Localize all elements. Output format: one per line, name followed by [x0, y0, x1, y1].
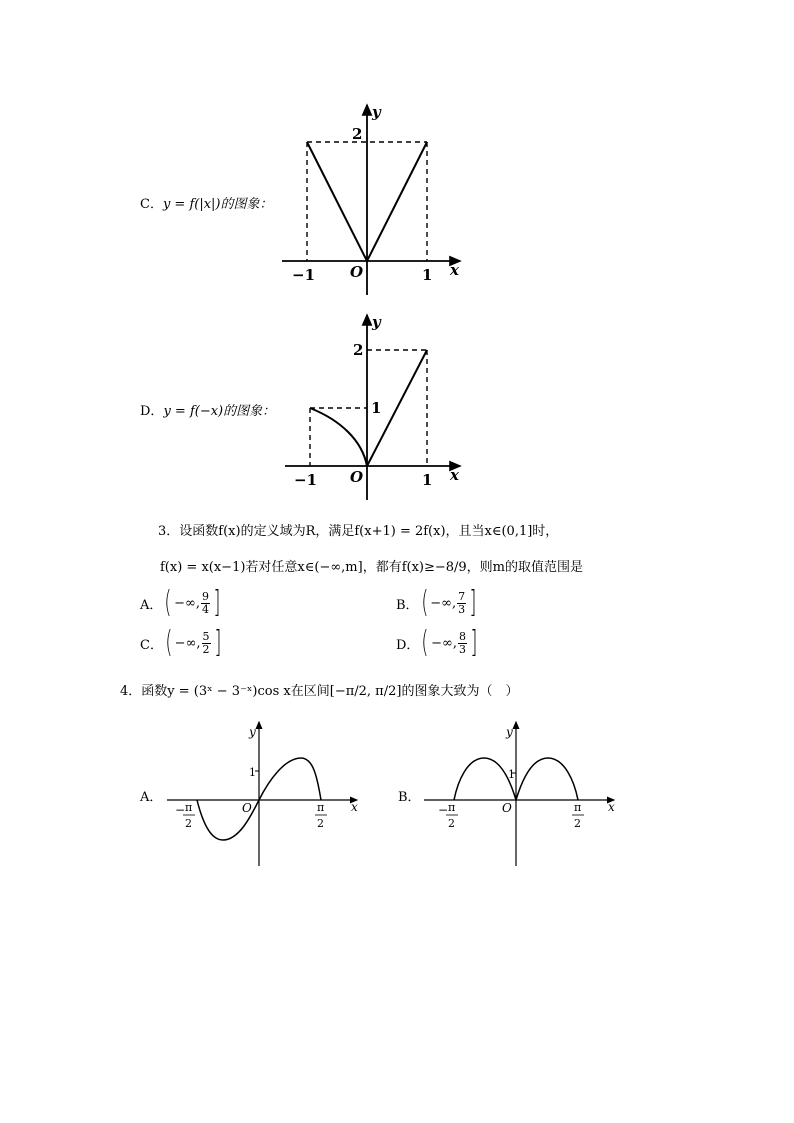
minus-sign: − — [175, 803, 186, 817]
origin-label: O — [242, 801, 252, 815]
x-axis-label: x — [608, 800, 615, 814]
graph-c-caption — [140, 193, 273, 212]
numerator: 8 — [459, 629, 467, 643]
q4-text: 函数y = (3ˣ − 3⁻ˣ)cos x在区间[−π/2, π/2]的图象大致为（ ） — [141, 684, 519, 699]
left-paren: ( — [165, 625, 173, 660]
pi-den: 2 — [317, 817, 324, 830]
q3-line2 — [160, 556, 583, 575]
neg-pi-num: π — [448, 801, 456, 814]
right-bracket: ] — [213, 585, 221, 620]
option-label: B． — [396, 597, 419, 613]
graph-d-left-curve — [310, 408, 367, 466]
option-label: C． — [140, 637, 163, 653]
left-paren: ( — [164, 585, 172, 620]
y-axis-label: y — [249, 725, 256, 739]
neg-pi-den: 2 — [185, 817, 192, 830]
numerator: 5 — [202, 629, 210, 643]
q3-option-a[interactable] — [140, 585, 223, 620]
pi-num: π — [574, 801, 582, 814]
tick-two: 2 — [352, 125, 363, 143]
fraction — [458, 631, 467, 656]
denominator: 3 — [459, 642, 467, 656]
neg-pi-num: π — [185, 801, 193, 814]
graph-4b-label: B． — [398, 790, 421, 805]
tick-one-label: 1 — [508, 768, 515, 781]
q3-number: 3． — [158, 524, 180, 539]
x-axis-label: x — [450, 466, 459, 484]
option-prefix: −∞, — [431, 635, 458, 651]
q3-text-2: f(x) = x(x−1)若对任意x∈(−∞,m]，都有f(x)≥−8/9，则m的取值范围是 — [160, 560, 584, 575]
origin-label: O — [350, 263, 364, 281]
graph-d-caption — [140, 400, 275, 419]
tick-minus-one: −1 — [294, 471, 318, 489]
tick-one: 1 — [422, 471, 433, 489]
graph-c — [270, 95, 470, 305]
option-label: A． — [140, 597, 163, 613]
option-prefix: −∞, — [174, 635, 201, 651]
denominator: 4 — [201, 602, 209, 616]
pi-num: π — [317, 801, 325, 814]
numerator: 7 — [458, 589, 466, 603]
q3-line1 — [158, 520, 558, 539]
origin-label: O — [350, 468, 364, 486]
y-axis-label: y — [372, 103, 381, 121]
tick-minus-one: −1 — [292, 266, 316, 284]
tick-one: 1 — [422, 266, 433, 284]
tick-two: 2 — [353, 341, 364, 359]
graph-4b — [422, 718, 622, 868]
fraction — [202, 631, 211, 656]
pi-den: 2 — [574, 817, 581, 830]
q3-option-d[interactable] — [396, 625, 480, 660]
q3-option-b[interactable] — [396, 585, 479, 620]
origin-label: O — [502, 801, 512, 815]
graph-d-expr: y = f(−x)的图象： — [163, 404, 276, 419]
denominator: 3 — [458, 602, 466, 616]
y-axis-label: y — [506, 725, 513, 739]
right-bracket: ] — [469, 585, 477, 620]
fraction — [457, 591, 466, 616]
graph-4a — [165, 718, 365, 868]
right-bracket: ] — [470, 625, 478, 660]
q4-number: 4． — [120, 684, 142, 699]
q3-text-1: 设函数f(x)的定义域为R，满足f(x+1) = 2f(x)，且当x∈(0,1]时， — [179, 524, 559, 539]
neg-pi-den: 2 — [448, 817, 455, 830]
option-prefix: −∞, — [174, 595, 200, 611]
denominator: 2 — [202, 642, 210, 656]
tick-one-label: 1 — [249, 766, 256, 779]
graph-d — [270, 305, 470, 505]
fraction — [201, 591, 210, 616]
left-paren: ( — [421, 625, 429, 660]
graph-d-label: D． — [140, 404, 164, 419]
minus-sign: − — [438, 803, 449, 817]
graph-4a-label: A． — [140, 790, 163, 805]
numerator: 9 — [201, 589, 209, 603]
q4-line — [120, 680, 518, 699]
y-axis-label: y — [372, 313, 381, 331]
graph-c-label: C． — [140, 197, 163, 212]
option-label: D． — [396, 637, 420, 653]
option-prefix: −∞, — [430, 595, 457, 611]
left-paren: ( — [420, 585, 428, 620]
tick-one-y: 1 — [371, 399, 382, 417]
right-bracket: ] — [213, 625, 221, 660]
q3-option-c[interactable] — [140, 625, 223, 660]
x-axis-label: x — [351, 800, 358, 814]
graph-c-expr: y = f(|x|)的图象： — [162, 197, 273, 212]
x-axis-label: x — [450, 261, 459, 279]
